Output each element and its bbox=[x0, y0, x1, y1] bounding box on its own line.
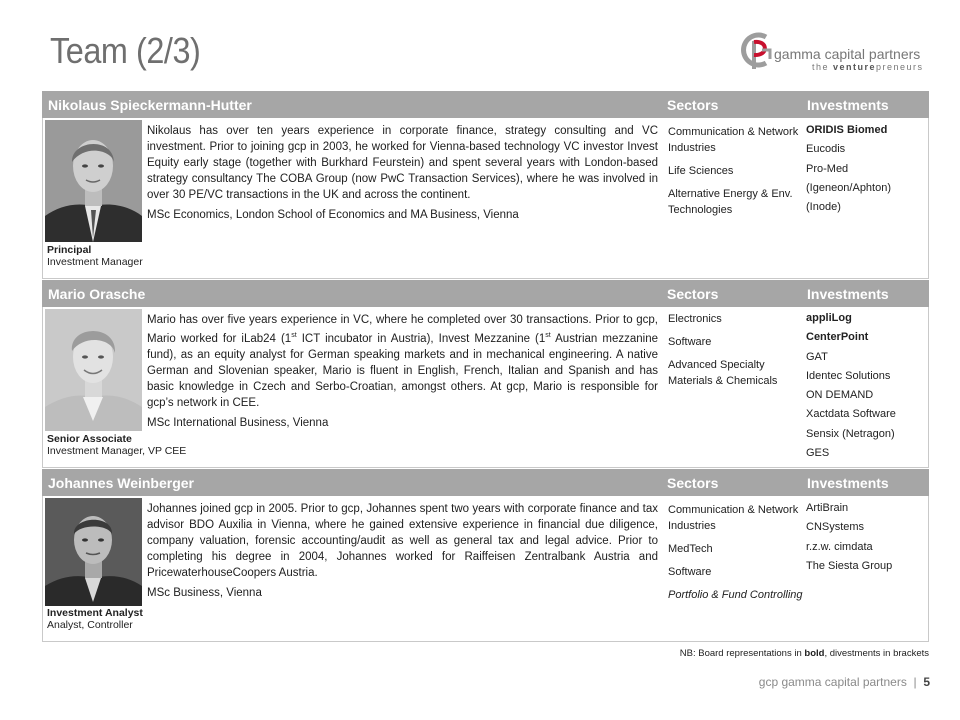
member-bio bbox=[147, 501, 658, 605]
investments-header: Investments bbox=[807, 97, 889, 113]
page-footer bbox=[759, 675, 930, 689]
bio-text: Nikolaus has over ten years experience in corporate finance, strategy consulting and VC investment. Prior to joining gcp in 2003, he worked for Vienna-based technology VC investor Invest Equity early stage (together with Burkhard Feurstein) and spent several years with London-based strategy consultancy The COBA Group (now PwC Transaction Services), where he was involved in over 30 PE/VC transactions in the UK and across the continent. bbox=[147, 125, 658, 201]
footer-separator: | bbox=[913, 675, 917, 689]
sector-item: Alternative Energy & Env. Technologies bbox=[668, 188, 793, 216]
sectors-header: Sectors bbox=[667, 475, 719, 491]
investment-item: r.z.w. cimdata bbox=[806, 540, 873, 553]
member-body bbox=[42, 118, 929, 279]
portrait-nikolaus-icon bbox=[45, 120, 142, 242]
sectors-list bbox=[668, 311, 803, 396]
investment-item: CenterPoint bbox=[806, 331, 869, 344]
investments-header: Investments bbox=[807, 475, 889, 491]
member-header bbox=[42, 91, 929, 118]
logo-company-name: gamma capital partners bbox=[774, 46, 921, 62]
sector-item: Life Sciences bbox=[668, 165, 734, 177]
investment-item: GES bbox=[806, 447, 830, 460]
investments-list bbox=[806, 121, 928, 217]
footer-company: gcp gamma capital partners bbox=[758, 675, 907, 689]
investment-item: CNSystems bbox=[806, 521, 865, 534]
investments-list bbox=[806, 499, 928, 576]
sectors-list bbox=[668, 124, 803, 225]
investment-item: Sensix (Netragon) bbox=[806, 427, 895, 440]
sectors-header: Sectors bbox=[667, 97, 719, 113]
member-bio bbox=[147, 123, 658, 227]
investment-item: ORIDIS Biomed bbox=[806, 124, 888, 136]
education-text: MSc International Business, Vienna bbox=[147, 416, 329, 429]
sector-item: Communication & Network Industries bbox=[668, 504, 799, 532]
member-name: Nikolaus Spieckermann-Hutter bbox=[48, 97, 252, 113]
investments-header: Investments bbox=[807, 286, 889, 302]
investment-item: ON DEMAND bbox=[806, 389, 874, 402]
portrait-mario-icon bbox=[45, 309, 142, 431]
member-photo bbox=[45, 498, 142, 606]
investments-list bbox=[806, 309, 928, 463]
company-logo bbox=[736, 29, 936, 77]
footnote: NB: Board representations in bold, divestments in brackets bbox=[679, 648, 929, 659]
portrait-johannes-icon bbox=[45, 498, 142, 606]
member-role bbox=[47, 433, 186, 457]
investment-item: Pro-Med bbox=[806, 162, 849, 175]
page-title: Team (2/3) bbox=[50, 30, 201, 71]
member-name: Mario Orasche bbox=[48, 286, 146, 302]
sector-item: MedTech bbox=[668, 543, 713, 555]
role-subtitle: Investment Manager bbox=[47, 256, 143, 268]
role-subtitle: Investment Manager, VP CEE bbox=[47, 445, 187, 457]
education-text: MSc Business, Vienna bbox=[147, 587, 262, 599]
investment-item: The Siesta Group bbox=[806, 559, 893, 572]
investment-item: (Igeneon/Aphton) bbox=[806, 181, 892, 194]
sector-item: Advanced Specialty Materials & Chemicals bbox=[668, 359, 778, 387]
investment-item: Identec Solutions bbox=[806, 369, 891, 382]
role-title: Senior Associate bbox=[47, 433, 132, 445]
member-header bbox=[42, 469, 929, 496]
bio-text: Johannes joined gcp in 2005. Prior to gcp, Johannes spent two years with corporate finance and tax advisor BDO Auxilia in Vienna, where he gained extensive experience in financial due diligence, company valuation, forensic accounting/audit as well as general tax and legal advice. Prior to completing his degree in 2004, Johannes worked for Raiffeisen Zentralbank Austria and PricewaterhouseCoopers Austria. bbox=[147, 503, 658, 579]
member-body bbox=[42, 496, 929, 642]
sector-item: Portfolio & Fund Controlling bbox=[668, 589, 803, 601]
sector-item: Software bbox=[668, 566, 712, 578]
page-number: 5 bbox=[923, 675, 930, 689]
member-body bbox=[42, 307, 929, 468]
investment-item: Xactdata Software bbox=[806, 408, 896, 421]
education-text: MSc Economics, London School of Economics and MA Business, Vienna bbox=[147, 209, 519, 221]
role-subtitle: Analyst, Controller bbox=[47, 619, 133, 631]
role-title: Investment Analyst bbox=[47, 607, 143, 619]
member-name: Johannes Weinberger bbox=[48, 475, 195, 491]
member-bio bbox=[147, 312, 658, 435]
investment-item: GAT bbox=[806, 350, 828, 363]
member-photo bbox=[45, 120, 142, 242]
sector-item: Software bbox=[668, 336, 712, 348]
investment-item: Eucodis bbox=[806, 143, 846, 156]
sector-item: Communication & Network Industries bbox=[668, 126, 799, 154]
logo-tagline: the venturepreneurs bbox=[812, 62, 924, 72]
member-role bbox=[47, 244, 143, 268]
investment-item: appliLog bbox=[806, 312, 852, 324]
sector-item: Electronics bbox=[668, 313, 722, 325]
role-title: Principal bbox=[47, 244, 92, 256]
sectors-header: Sectors bbox=[667, 286, 719, 302]
investment-item: (Inode) bbox=[806, 201, 841, 214]
member-role bbox=[47, 607, 143, 631]
sectors-list bbox=[668, 502, 803, 610]
member-photo bbox=[45, 309, 142, 431]
bio-text: Mario has over five years experience in VC, where he completed over 30 transactions. Prior to gcp, Mario worked for iLab24 (1st ICT incubator in Austria), Invest Mezzanine (1st Austrian mezzanine fund), as an equity analyst for German speaking markets and in mechanical engineering. A native German and Slovenian speaker, Mario is fluent in English, French, Italian and Spanish and has basic knowledge in Czech and Serbo-Croatian, amongst others. At gcp, Mario is responsible for gcp’s network in CEE. bbox=[147, 314, 658, 409]
member-header bbox=[42, 280, 929, 307]
investment-item: ArtiBrain bbox=[806, 502, 849, 514]
